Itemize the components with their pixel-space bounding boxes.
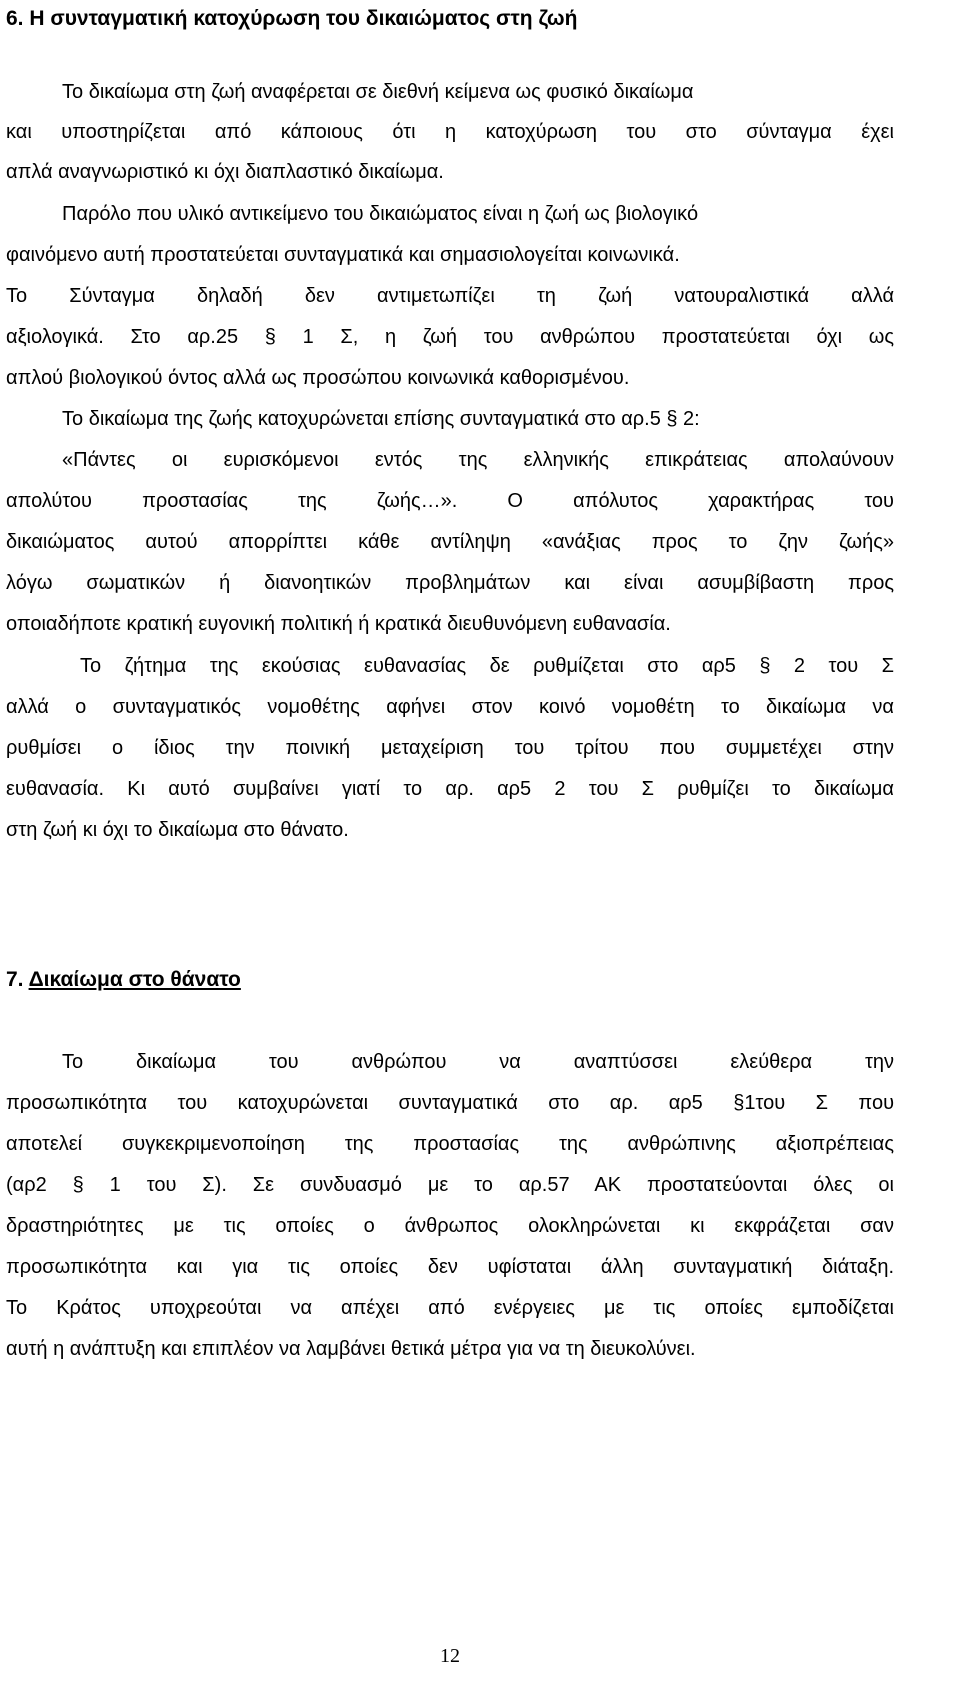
- section-6-line-1: Το δικαίωμα στη ζωή αναφέρεται σε διεθνή κείμενα ως φυσικό δικαίωμα: [62, 81, 694, 103]
- section-7-heading: [6, 965, 241, 995]
- section-6-line-15: Το ζήτημα της εκούσιας ευθανασίας δε ρυθμίζεται στο αρ5 § 2 του Σ: [80, 655, 894, 677]
- section-7-line-3: αποτελεί συγκεκριμενοποίηση της προστασίας της ανθρώπινης αξιοπρέπειας: [6, 1133, 894, 1155]
- section-6-line-14: οποιαδήποτε κρατική ευγονική πολιτική ή κρατικά διευθυνόμενη ευθανασία.: [6, 613, 671, 635]
- section-6-heading: 6. Η συνταγματική κατοχύρωση του δικαιώματος στη ζωή: [6, 7, 578, 30]
- section-7-line-4: (αρ2 § 1 του Σ). Σε συνδυασμό με το αρ.57 ΑΚ προστατεύονται όλες οι: [6, 1174, 894, 1196]
- section-6-line-13: λόγω σωματικών ή διανοητικών προβλημάτων και είναι ασυμβίβαστη προς: [6, 572, 894, 594]
- section-7-line-1: Το δικαίωμα του ανθρώπου να αναπτύσσει ελεύθερα την: [62, 1051, 894, 1073]
- section-7-line-7: Το Κράτος υποχρεούται να απέχει από ενέργειες με τις οποίες εμποδίζεται: [6, 1297, 894, 1319]
- section-6-line-4: Παρόλο που υλικό αντικείμενο του δικαιώματος είναι η ζωή ως βιολογικό: [62, 203, 699, 225]
- section-6-line-16: αλλά ο συνταγματικός νομοθέτης αφήνει στον κοινό νομοθέτη το δικαίωμα να: [6, 696, 894, 718]
- section-6-line-9: Το δικαίωμα της ζωής κατοχυρώνεται επίσης συνταγματικά στο αρ.5 § 2:: [62, 408, 700, 430]
- section-7-line-8: αυτή η ανάπτυξη και επιπλέον να λαμβάνει θετικά μέτρα για να τη διευκολύνει.: [6, 1338, 696, 1360]
- section-6-line-5: φαινόμενο αυτή προστατεύεται συνταγματικά και σημασιολογείται κοινωνικά.: [6, 244, 680, 266]
- section-6-line-18: ευθανασία. Κι αυτό συμβαίνει γιατί το αρ. αρ5 2 του Σ ρυθμίζει το δικαίωμα: [6, 778, 894, 800]
- section-6-line-10: «Πάντες οι ευρισκόμενοι εντός της ελληνικής επικράτειας απολαύνουν: [62, 449, 894, 471]
- section-6-line-8: απλού βιολογικού όντος αλλά ως προσώπου κοινωνικά καθορισμένου.: [6, 367, 630, 389]
- section-7-number: 7.: [6, 968, 24, 991]
- section-6-line-17: ρυθμίσει ο ίδιος την ποινική μεταχείριση του τρίτου που συμμετέχει στην: [6, 737, 894, 759]
- section-6-line-11: απολύτου προστασίας της ζωής…». Ο απόλυτος χαρακτήρας του: [6, 490, 894, 512]
- section-6-line-2: και υποστηρίζεται από κάποιους ότι η κατοχύρωση του στο σύνταγμα έχει: [6, 121, 894, 143]
- section-7-title: Δικαίωμα στο θάνατο: [28, 968, 241, 991]
- section-6-line-19: στη ζωή κι όχι το δικαίωμα στο θάνατο.: [6, 819, 349, 841]
- section-7-line-6: προσωπικότητα και για τις οποίες δεν υφίσταται άλλη συνταγματική διάταξη.: [6, 1256, 894, 1278]
- section-6-line-7: αξιολογικά. Στο αρ.25 § 1 Σ, η ζωή του ανθρώπου προστατεύεται όχι ως: [6, 326, 894, 348]
- section-6-line-12: δικαιώματος αυτού απορρίπτει κάθε αντίληψη «ανάξιας προς το ζην ζωής»: [6, 531, 894, 553]
- section-6-line-3: απλά αναγνωριστικό κι όχι διαπλαστικό δικαίωμα.: [6, 161, 444, 183]
- page-number: 12: [440, 1645, 460, 1667]
- section-6-line-6: Το Σύνταγμα δηλαδή δεν αντιμετωπίζει τη ζωή νατουραλιστικά αλλά: [6, 285, 894, 307]
- section-7-line-2: προσωπικότητα του κατοχυρώνεται συνταγματικά στο αρ. αρ5 §1του Σ που: [6, 1092, 894, 1114]
- section-7-line-5: δραστηριότητες με τις οποίες ο άνθρωπος ολοκληρώνεται κι εκφράζεται σαν: [6, 1215, 894, 1237]
